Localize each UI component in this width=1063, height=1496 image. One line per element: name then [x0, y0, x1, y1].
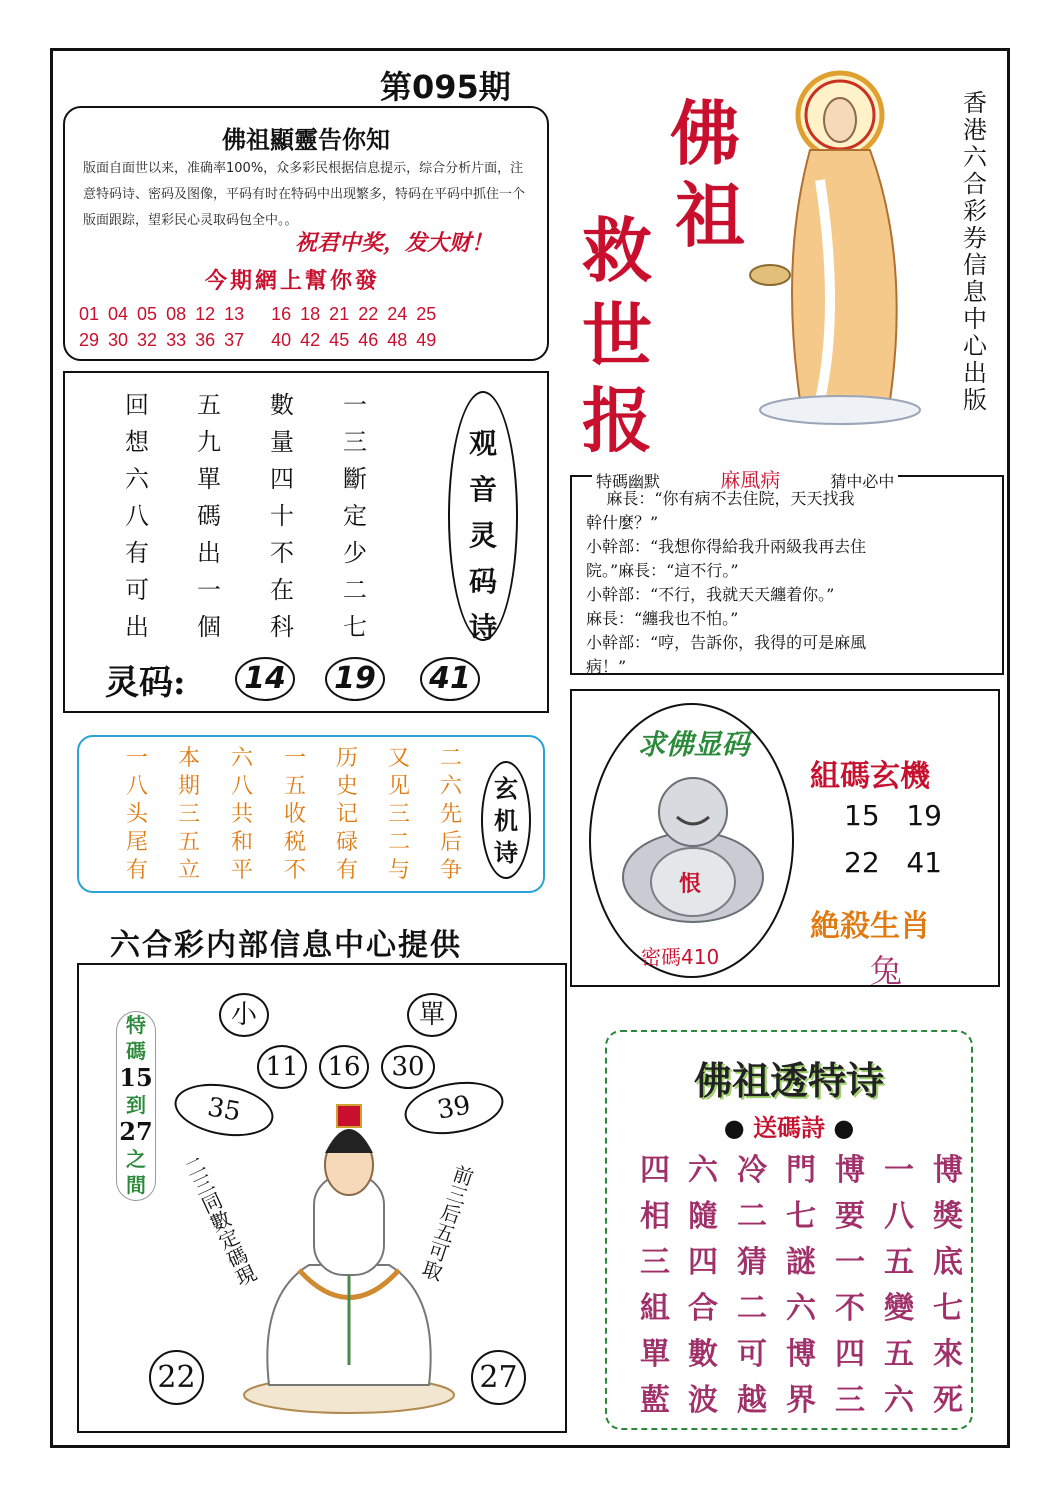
xuanji-char: 有 [125, 858, 148, 883]
lingma-label: 灵码: [105, 663, 186, 703]
lingma-number: 19 [325, 657, 385, 701]
tes-char: 界 [786, 1383, 816, 1418]
tes-char: 三 [835, 1383, 865, 1418]
xuanji-char: 后 [439, 830, 462, 855]
top-number: 16 [319, 1045, 369, 1089]
pill-char: 之 [126, 1147, 146, 1171]
poem-char: 斷 [343, 465, 367, 493]
joke-box [570, 468, 1004, 676]
xuanji-char: 尾 [125, 830, 148, 855]
poem-char: 回 [125, 391, 149, 419]
tes-char: 五 [884, 1245, 914, 1280]
xuanji-char: 不 [283, 858, 306, 883]
tes-column [781, 1148, 821, 1424]
tes-column [683, 1148, 723, 1424]
poem-char: 少 [343, 539, 367, 567]
pill-char: 碼 [126, 1039, 146, 1063]
xuanji-char: 共 [230, 802, 253, 827]
tes-char: 四 [835, 1337, 865, 1372]
bottom-right-number: 27 [471, 1350, 526, 1405]
joke-label-mid: 麻風病 [720, 468, 781, 492]
buddha-box [570, 689, 1000, 990]
tes-char: 二 [737, 1199, 767, 1234]
xuanji-char: 三 [387, 802, 410, 827]
guanyin-poem-box [63, 371, 549, 713]
title-char: 音 [468, 473, 497, 506]
xuanji-char: 本 [177, 746, 200, 771]
xuanji-char: 与 [387, 858, 410, 883]
zuma-row-1: 15 19 [844, 799, 942, 832]
notice-wish: 祝君中奖，发大财！ [295, 230, 494, 256]
xuanji-char: 八 [230, 774, 253, 799]
poem-char: 想 [125, 428, 149, 456]
poem-char: 個 [197, 613, 221, 641]
joke-line: 麻長：“你有病不去住院，天天找我 [586, 489, 855, 508]
provider-line: 六合彩内部信息中心提供 [110, 928, 462, 963]
tes-char: 不 [835, 1291, 865, 1326]
poem-char: 十 [270, 502, 294, 530]
tes-char: 六 [786, 1291, 816, 1326]
title-char: 诗 [494, 838, 518, 867]
poem-char: 定 [343, 502, 367, 530]
tes-char: 博 [786, 1337, 816, 1372]
xuanji-char: 一 [125, 746, 148, 771]
tes-char: 謎 [786, 1245, 816, 1280]
tema-range-pill [116, 1011, 156, 1201]
pill-char: 15 [119, 1063, 153, 1092]
left-number: 35 [170, 1077, 277, 1144]
publisher-char: 港 [963, 116, 987, 144]
poem-char: 科 [270, 613, 294, 641]
xuanji-column [222, 745, 262, 885]
poem-char: 一 [343, 391, 367, 419]
title-char: 机 [494, 806, 518, 835]
tes-char: 一 [884, 1153, 914, 1188]
tes-char: 猜 [737, 1245, 767, 1280]
lingma-number: 41 [420, 657, 480, 701]
tes-char: 四 [640, 1153, 670, 1188]
xuanji-column [117, 745, 157, 885]
tes-char: 一 [835, 1245, 865, 1280]
tes-char: 四 [688, 1245, 718, 1280]
tes-char: 相 [640, 1199, 670, 1234]
tes-char: 可 [737, 1337, 767, 1372]
joke-label-left: 特碼幽默 [596, 472, 661, 491]
poem-char: 二 [343, 576, 367, 604]
top-number: 11 [257, 1045, 307, 1089]
pill-char: 間 [126, 1173, 146, 1197]
mima-label: 密碼410 [641, 945, 720, 969]
xuanji-char: 历 [335, 746, 358, 771]
lingma-number: 14 [235, 657, 295, 701]
publisher-char: 出 [963, 359, 987, 387]
tes-char: 五 [884, 1337, 914, 1372]
tes-char: 組 [640, 1291, 670, 1326]
poem-char: 可 [125, 576, 149, 604]
poem-title [450, 421, 516, 651]
tes-column [830, 1148, 870, 1424]
xuanji-char: 二 [439, 746, 462, 771]
publisher-char: 券 [963, 224, 987, 252]
pill-char: 到 [126, 1093, 146, 1117]
xuanji-char: 记 [335, 802, 358, 827]
publisher-char: 信 [963, 251, 987, 279]
xuanji-box [77, 735, 545, 893]
title-char: 观 [468, 427, 497, 460]
xuanji-char: 和 [230, 830, 253, 855]
xuanji-char: 二 [387, 830, 410, 855]
bullet-icon: ● [833, 1113, 855, 1142]
buddha-arc-title: 求佛显码 [637, 728, 750, 761]
publisher-vertical [960, 90, 990, 414]
tes-char: 二 [737, 1291, 767, 1326]
joke-line: 院。”麻長：“這不行。” [586, 561, 739, 580]
xuanji-char: 五 [177, 830, 200, 855]
poem-column [335, 387, 375, 646]
title-char: 玄 [494, 774, 518, 803]
right-number: 39 [400, 1075, 507, 1142]
tes-char: 來 [933, 1337, 963, 1372]
joke-body [586, 487, 996, 679]
publisher-char: 六 [963, 143, 987, 171]
poem-char: 四 [270, 465, 294, 493]
xuanji-char: 五 [283, 774, 306, 799]
xuanji-column [327, 745, 367, 885]
tes-poem-box [605, 1030, 973, 1430]
poem-column [117, 387, 157, 646]
xuanji-char: 立 [177, 858, 200, 883]
bottom-left-number: 22 [149, 1350, 204, 1405]
publisher-char: 彩 [963, 197, 987, 225]
guanyin-standing-image [740, 60, 940, 430]
poem-title-oval [448, 391, 518, 644]
tes-char: 博 [835, 1153, 865, 1188]
poem-column [262, 387, 302, 646]
numbers-row-1: 01 04 05 08 12 13 16 18 21 22 24 25 [79, 304, 437, 324]
notice-body: 版面自面世以来，准确率100%，众多彩民根据信息提示，综合分析片面，注意特码诗、密码及图像，平码有时在特码中出现繁多，特码在平码中抓住一个版面跟踪，望彩民心灵取码包全中。。 [83, 161, 526, 228]
publisher-char: 息 [963, 278, 987, 306]
buddha-belly-char: 恨 [679, 871, 702, 897]
tes-char: 博 [933, 1153, 963, 1188]
poem-char: 有 [125, 539, 149, 567]
xuanji-char: 又 [387, 746, 410, 771]
tes-char: 要 [835, 1199, 865, 1234]
poem-char: 碼 [197, 502, 221, 530]
poem-char: 七 [343, 613, 367, 641]
xuanji-char: 六 [439, 774, 462, 799]
poem-char: 單 [197, 465, 221, 493]
xuanji-char: 史 [335, 774, 358, 799]
poem-char: 量 [270, 428, 294, 456]
publisher-char: 合 [963, 170, 987, 198]
tes-char: 越 [737, 1383, 767, 1418]
notice-title: 佛祖顯靈告你知 [222, 125, 390, 154]
tes-char: 單 [640, 1337, 670, 1372]
tes-char: 底 [933, 1245, 963, 1280]
joke-line: 麻長：“纏我也不怕。” [586, 609, 739, 628]
tes-char: 隨 [688, 1199, 718, 1234]
pill-char: 27 [119, 1117, 153, 1146]
tes-char: 獎 [933, 1199, 963, 1234]
net-title: 今期網上幫你發 [205, 268, 381, 294]
publisher-char: 香 [963, 89, 987, 117]
tes-char: 冷 [737, 1153, 767, 1188]
xuanji-char: 六 [230, 746, 253, 771]
xuanji-char: 期 [177, 774, 200, 799]
guanyin-seated-image [239, 1095, 459, 1415]
masthead-char: 报 [582, 379, 652, 462]
joke-label-right: 猜中必中 [830, 472, 895, 491]
poem-char: 出 [197, 539, 221, 567]
poem-char: 一 [197, 576, 221, 604]
poem-char: 五 [197, 391, 221, 419]
xuanji-char: 八 [125, 774, 148, 799]
masthead-char: 佛 [670, 92, 740, 175]
tes-char: 藍 [640, 1383, 670, 1418]
small-label: 小 [219, 993, 269, 1037]
poem-char: 出 [125, 613, 149, 641]
poem-char: 三 [343, 428, 367, 456]
xuanji-char: 争 [439, 858, 462, 883]
right-phrase: 前三后五可取 [416, 1161, 477, 1284]
title-char: 诗 [468, 611, 497, 644]
poem-char: 數 [270, 391, 294, 419]
xuanji-char: 一 [283, 746, 306, 771]
xuanji-column [275, 745, 315, 885]
xuanji-char: 平 [230, 858, 253, 883]
tes-char: 數 [688, 1337, 718, 1372]
xuanji-char: 先 [439, 802, 462, 827]
tes-char: 七 [933, 1291, 963, 1326]
left-phrase: 二三同數定碼現 [178, 1152, 260, 1290]
xuanji-title [483, 773, 529, 869]
publisher-char: 中 [963, 305, 987, 333]
poem-char: 八 [125, 502, 149, 530]
tes-char: 六 [688, 1153, 718, 1188]
poem-char: 九 [197, 428, 221, 456]
tes-char: 八 [884, 1199, 914, 1234]
tes-char: 合 [688, 1291, 718, 1326]
tes-column [879, 1148, 919, 1424]
masthead-char: 救 [582, 209, 652, 292]
zuma-title: 組碼玄機 [810, 759, 930, 794]
tes-column [928, 1148, 968, 1424]
guanyin-number-box [77, 963, 567, 1433]
xuanji-char: 有 [335, 858, 358, 883]
poem-char: 不 [270, 539, 294, 567]
xuanji-char: 见 [387, 774, 410, 799]
tes-char: 三 [640, 1245, 670, 1280]
joke-line: 小幹部：“哼，告訴你，我得的可是麻風 [586, 633, 867, 652]
numbers-row-2: 29 30 32 33 36 37 40 42 45 46 48 49 [79, 330, 437, 350]
tes-char: 門 [786, 1153, 816, 1188]
xuanji-char: 三 [177, 802, 200, 827]
tes-char: 死 [933, 1383, 963, 1418]
notice-box [63, 106, 549, 361]
subtitle-text: 送碼詩 [753, 1113, 825, 1142]
xuanji-title-oval [481, 761, 531, 879]
zuma-row-2: 22 41 [844, 846, 942, 879]
jiesha-value: 兔 [870, 952, 903, 990]
tes-poem-title: 佛祖透特诗 [693, 1058, 884, 1103]
joke-line: 小幹部：“我想你得給我升兩級我再去住 [586, 537, 867, 556]
xuanji-char: 税 [283, 830, 306, 855]
xuanji-char: 收 [283, 802, 306, 827]
tes-char: 六 [884, 1383, 914, 1418]
masthead-char: 祖 [675, 174, 745, 257]
tes-char: 變 [884, 1291, 914, 1326]
joke-line: 幹什麼？” [586, 513, 659, 532]
title-char: 码 [468, 565, 497, 598]
tes-poem-subtitle [607, 1108, 971, 1143]
top-number: 30 [381, 1045, 435, 1089]
publisher-char: 版 [963, 386, 987, 414]
poem-char: 在 [270, 576, 294, 604]
jiesha-title: 絶殺生肖 [810, 909, 930, 944]
poem-char: 六 [125, 465, 149, 493]
tes-char: 七 [786, 1199, 816, 1234]
xuanji-char: 碌 [335, 830, 358, 855]
joke-line: 小幹部：“不行，我就天天纏着你。” [586, 585, 835, 604]
joke-line: 病！” [586, 657, 627, 676]
laughing-buddha-image [613, 767, 773, 927]
tes-column [732, 1148, 772, 1424]
masthead-char: 世 [582, 294, 652, 377]
buddha-oval [589, 703, 794, 978]
poem-column [189, 387, 229, 646]
tes-column [635, 1148, 675, 1424]
xuanji-column [431, 745, 471, 885]
issue-number: 第095期 [380, 68, 511, 106]
publisher-char: 心 [963, 332, 987, 360]
single-label: 單 [407, 993, 457, 1037]
tes-char: 波 [688, 1383, 718, 1418]
bullet-icon: ● [723, 1113, 745, 1142]
pill-char: 特 [126, 1013, 146, 1037]
xuanji-column [169, 745, 209, 885]
xuanji-column [379, 745, 419, 885]
title-char: 灵 [468, 519, 497, 552]
xuanji-char: 头 [125, 802, 148, 827]
